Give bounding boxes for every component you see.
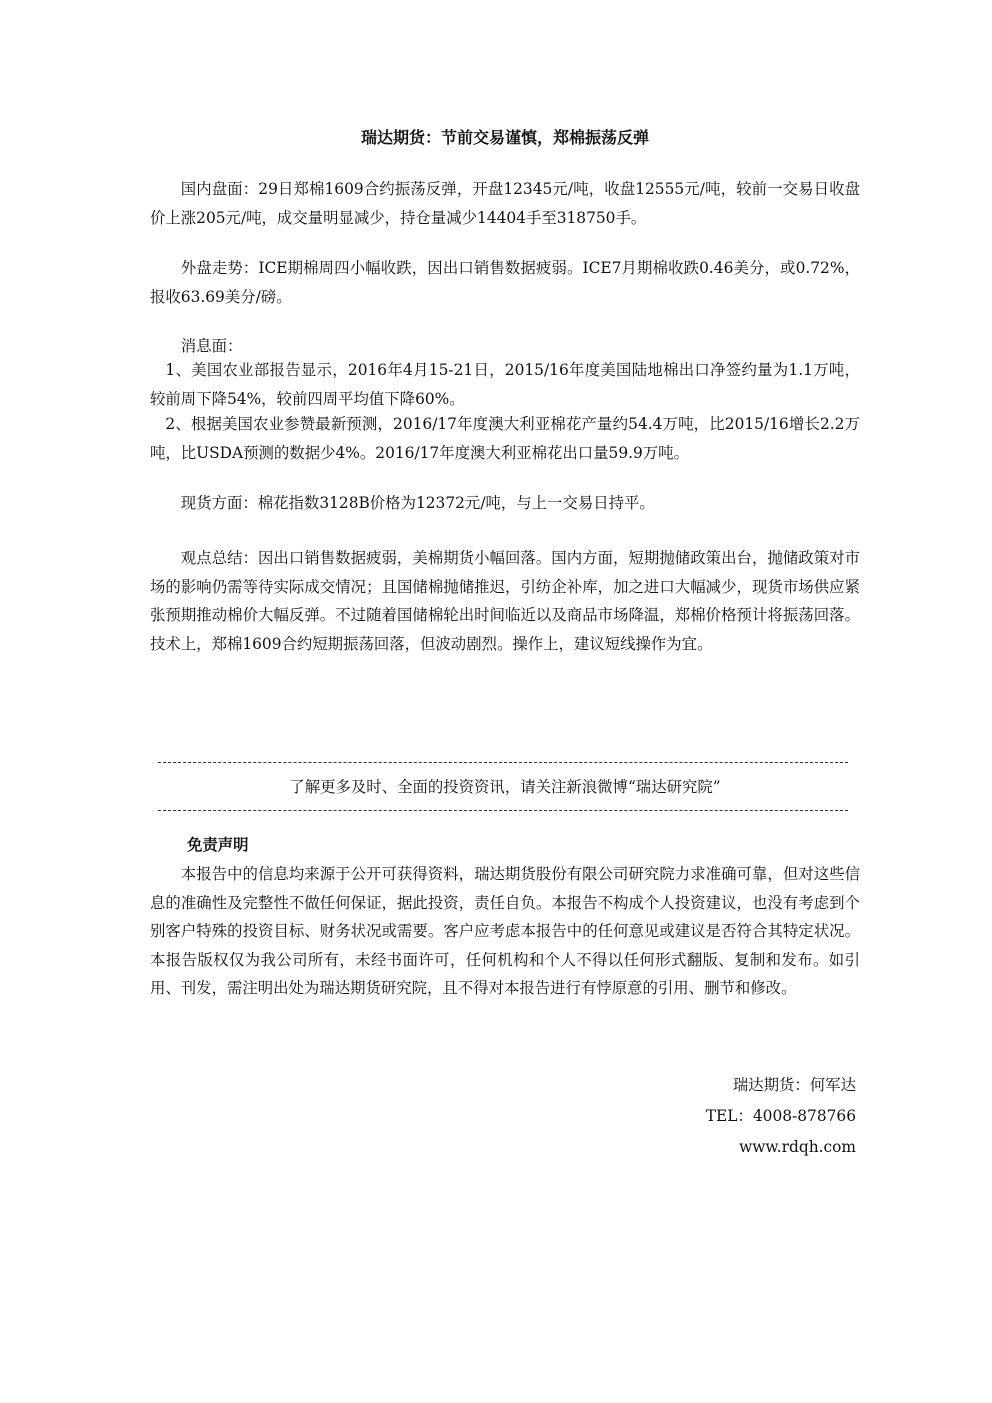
news-item-1: 1、美国农业部报告显示，2016年4月15-21日，2015/16年度美国陆地棉出口净签约量为1.1万吨，较前周下降54%，较前四周平均值下降60%。 xyxy=(150,361,860,408)
news-heading: 消息面： xyxy=(180,337,243,355)
overseas-market-paragraph: 外盘走势：ICE期棉周四小幅收跌，因出口销售数据疲弱。ICE7月期棉收跌0.46美分，或0.72%，报收63.69美分/磅。 xyxy=(150,259,860,306)
disclaimer-paragraph: 本报告中的信息均来源于公开可获得资料，瑞达期货股份有限公司研究院力求准确可靠，但对这些信息的准确性及完整性不做任何保证，据此投资，责任自负。本报告不构成个人投资建议，也没有考虑到个别客户特殊的投资目标、财务状况或需要。客户应考虑本报告中的任何意见或建议是否符合其特定状况。本报告版权仅为我公司所有，未经书面许可，任何机构和个人不得以任何形式翻版、复制和发布。如引用、刊发，需注明出处为瑞达期货研究院，且不得对本报告进行有悖原意的引用、删节和修改。 xyxy=(150,865,860,997)
signature-website: www.rdqh.com xyxy=(739,1138,856,1156)
divider-bottom xyxy=(158,810,848,811)
signature-tel: TEL：4008-878766 xyxy=(705,1107,856,1125)
report-title: 瑞达期货：节前交易谨慎，郑棉振荡反弹 xyxy=(360,128,649,147)
weibo-notice: 了解更多及时、全面的投资资讯，请关注新浪微博“瑞达研究院” xyxy=(289,778,721,796)
disclaimer-title: 免责声明 xyxy=(187,836,249,854)
signature-author: 瑞达期货：何军达 xyxy=(732,1076,856,1094)
divider-top xyxy=(158,762,848,763)
news-item-2: 2、根据美国农业参赞最新预测，2016/17年度澳大利亚棉花产量约54.4万吨，比2015/16增长2.2万吨，比USDA预测的数据少4%。2016/17年度澳大利亚棉花出口量59.9万吨。 xyxy=(150,415,860,462)
domestic-market-paragraph: 国内盘面：29日郑棉1609合约振荡反弹，开盘12345元/吨，收盘12555元/吨，较前一交易日收盘价上涨205元/吨，成交量明显减少，持仓量减少14404手至318750手。 xyxy=(150,180,860,227)
spot-market-paragraph: 现货方面：棉花指数3128B价格为12372元/吨，与上一交易日持平。 xyxy=(180,494,655,512)
summary-paragraph: 观点总结：因出口销售数据疲弱，美棉期货小幅回落。国内方面，短期抛储政策出台，抛储政策对市场的影响仍需等待实际成交情况；且国储棉抛储推迟，引纺企补库，加之进口大幅减少，现货市场供应紧张预期推动棉价大幅反弹。不过随着国储棉轮出时间临近以及商品市场降温，郑棉价格预计将振荡回落。技术上，郑棉1609合约短期振荡回落，但波动剧烈。操作上，建议短线操作为宜。 xyxy=(150,549,860,653)
